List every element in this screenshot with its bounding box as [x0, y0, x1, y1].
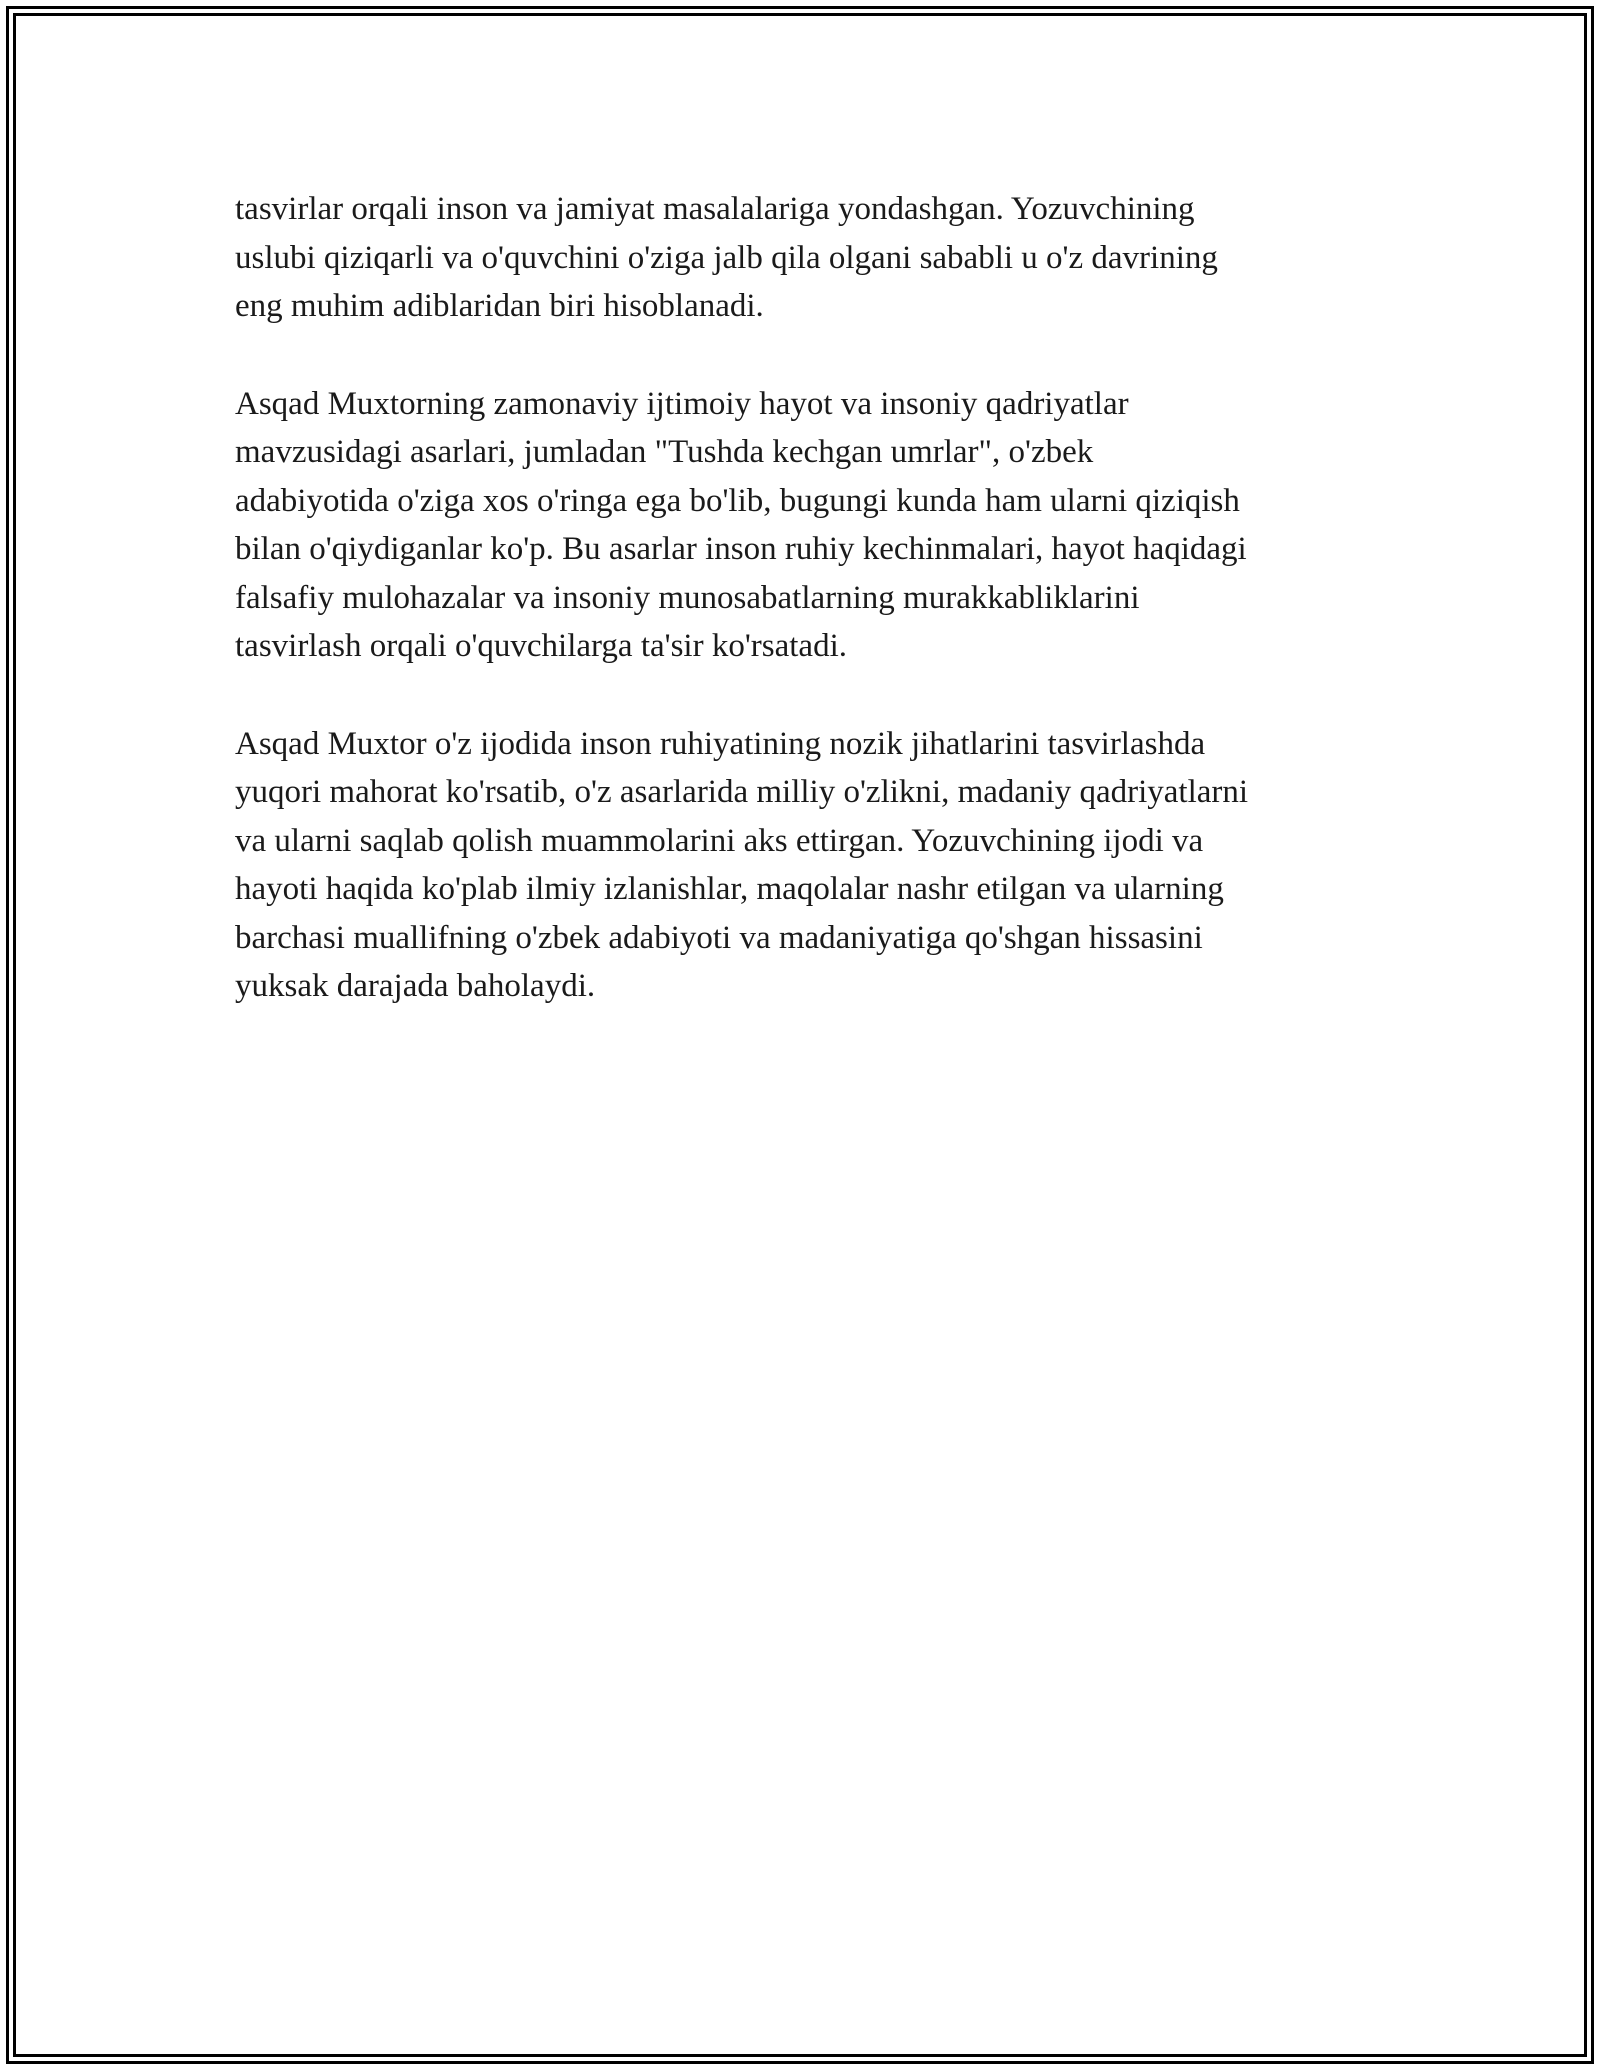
text-line: barchasi muallifning o'zbek adabiyoti va madaniyatiga qo'shgan hissasini: [235, 919, 1203, 956]
text-line: Asqad Muxtorning zamonaviy ijtimoiy hayot va insoniy qadriyatlar: [235, 385, 1129, 422]
text-line: adabiyotida o'ziga xos o'ringa ega bo'lib, bugungi kunda ham ularni qiziqish: [235, 482, 1240, 519]
text-line: eng muhim adiblaridan biri hisoblanadi.: [235, 288, 764, 324]
document-body: [235, 185, 1375, 1060]
text-line: mavzusidagi asarlari, jumladan "Tushda kechgan umrlar", o'zbek: [235, 434, 1094, 470]
text-line: tasvirlar orqali inson va jamiyat masalalariga yondashgan. Yozuvchining: [235, 191, 1195, 227]
text-line: Asqad Muxtor o'z ijodida inson ruhiyatining nozik jihatlarini tasvirlashda: [235, 725, 1206, 762]
text-line: uslubi qiziqarli va o'quvchini o'ziga jalb qila olgani sababli u o'z davrining: [235, 239, 1218, 276]
paragraph-3: [235, 720, 1375, 1011]
text-line: va ularni saqlab qolish muammolarini aks ettirgan. Yozuvchining ijodi va: [235, 822, 1204, 859]
text-line: bilan o'qiydiganlar ko'p. Bu asarlar inson ruhiy kechinmalari, hayot haqidagi: [235, 531, 1247, 567]
paragraph-2: [235, 380, 1375, 671]
text-line: hayoti haqida ko'plab ilmiy izlanishlar, maqolalar nashr etilgan va ularning: [235, 871, 1224, 907]
text-line: tasvirlash orqali o'quvchilarga ta'sir ko'rsatadi.: [235, 628, 847, 664]
paragraph-1: [235, 185, 1375, 331]
text-line: yuksak darajada baholaydi.: [235, 968, 596, 1004]
text-line: yuqori mahorat ko'rsatib, o'z asarlarida milliy o'zlikni, madaniy qadriyatlarni: [235, 774, 1249, 810]
text-line: falsafiy mulohazalar va insoniy munosabatlarning murakkabliklarini: [235, 579, 1140, 616]
